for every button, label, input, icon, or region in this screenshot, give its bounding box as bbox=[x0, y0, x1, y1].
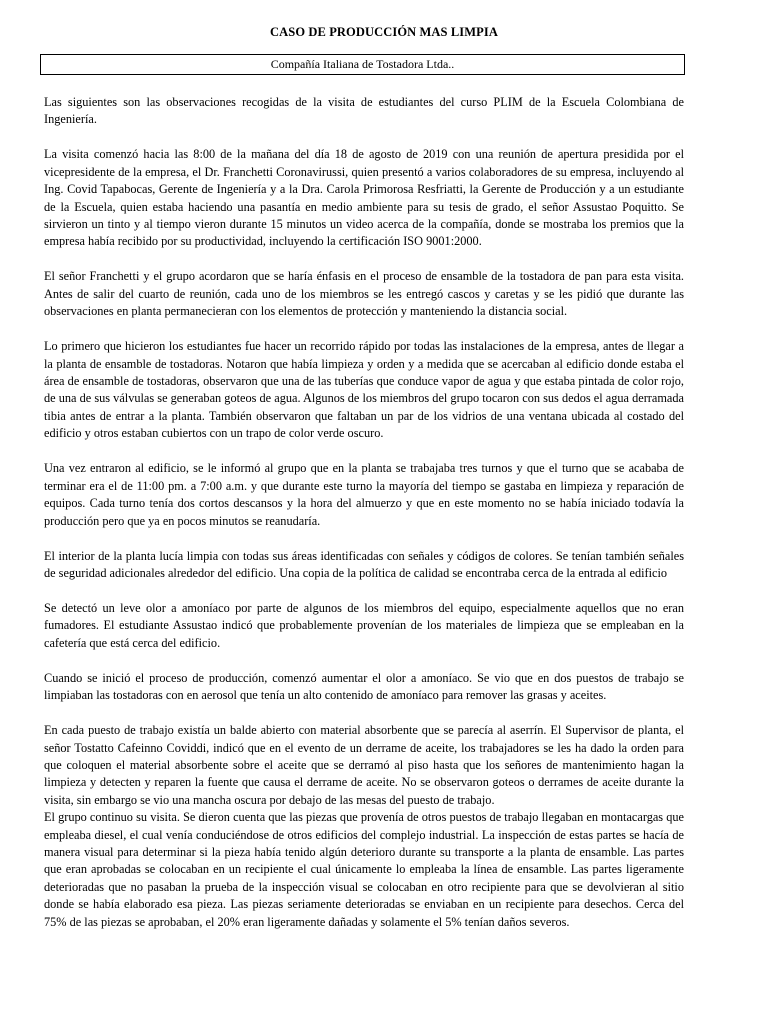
paragraph-tour: Lo primero que hicieron los estudiantes fue hacer un recorrido rápido por todas las instalaciones de la empresa, antes de llegar a la planta de ensamble de tostadoras. Notaron que había limpieza y orden y a medida que se acercaban al edificio donde estaba el área de ensamble de tostadoras, observaron que una de las tuberías que conduce vapor de agua y que estaba pintada de color rojo, de una de sus válvulas se generaban goteos de agua. Algunos de los miembros del grupo tocaron con sus dedos el agua derramada tibia antes de entrar a la planta. También observaron que faltaban un par de los vidrios de una ventana ubicada al costado del edificio y otros estaban cubiertos con un trapo de color verde oscuro. bbox=[44, 339, 684, 441]
paragraph-intro: Las siguientes son las observaciones recogidas de la visita de estudiantes del curso PLIM de la Escuela Colombiana de Ingeniería. bbox=[44, 95, 684, 127]
company-name-box: Compañía Italiana de Tostadora Ltda.. bbox=[40, 54, 685, 75]
paragraph-production-start: Cuando se inició el proceso de producción, comenzó aumentar el olor a amoníaco. Se vio que en dos puestos de trabajo se limpiaban las tostadoras con en aerosol que tenía un alto contenido de amoníaco para remover las grasas y aceites. bbox=[44, 670, 684, 703]
document-title: CASO DE PRODUCCIÓN MAS LIMPIA bbox=[270, 25, 498, 39]
paragraph-visit-start: La visita comenzó hacia las 8:00 de la mañana del día 18 de agosto de 2019 con una reunión de apertura presidida por el vicepresidente de la empresa, el Dr. Franchetti Coronavirussi, quien presentó a varios colaboradores de su empresa, incluyendo al Ing. Covid Tapabocas, Gerente de Ingeniería y a la Dra. Carola Primorosa Resfriatti, la Gerente de Producción y a un estudiante de la Escuela, quien estaba haciendo una pasantía en medio ambiente para su tesis de grado, el señor Assustao Poquitto. Se sirvieron un tinto y al tiempo vieron durante 15 minutos un video acerca de la compañía, donde se mostraba los premios que la empresa había recibido por su productividad, incluyendo la certificación ISO 9001:2000. bbox=[44, 147, 684, 249]
paragraph-absorbent: En cada puesto de trabajo existía un balde abierto con material absorbente que se parecía al aserrín. El Supervisor de planta, el señor Tostatto Cafeinno Coviddi, indicó que en el evento de un derrame de aceite, los trabajadores se les ha dado la orden para que coloquen el material absorbente sobre el aceite que se derramó al piso hasta que los señores de mantenimiento hagan la limpieza y detecten y reparen la fuente que causa el derrame de aceite. No se observaron goteos o derrames de aceite durante la visita, sin embargo se vio una mancha oscura por debajo de las mesas del puesto de trabajo. bbox=[44, 723, 684, 807]
paragraph-agreement: El señor Franchetti y el grupo acordaron que se haría énfasis en el proceso de ensamble de la tostadora de pan para esta visita. Antes de salir del cuarto de reunión, cada uno de los miembros se les entregó cascos y caretas y se les pidió que durante las observaciones en planta permanecieran con los elementos de protección y manteniendo la distancia social. bbox=[44, 269, 684, 319]
paragraph-ammonia-smell: Se detectó un leve olor a amoníaco por parte de algunos de los miembros del equipo, especialmente aquellos que no eran fumadores. El estudiante Assustao indicó que probablemente provenían de los materiales de limpieza que se empleaban en la cafetería que está cerca del edificio. bbox=[44, 600, 684, 650]
paragraph-inspection: El grupo continuo su visita. Se dieron cuenta que las piezas que provenía de otros puestos de trabajo llegaban en montacargas que empleaba diesel, el cual venía conduciéndose de otros edificios del complejo industrial. La inspección de estas partes se hacía de manera visual para determinar si la pieza había tenido algún deterioro durante su transporte a la planta de ensamble. Las partes que eran aprobadas se colocaban en un recipiente el cual únicamente lo empleaba la línea de ensamble. Las partes ligeramente deterioradas que no pasaban la prueba de la inspección visual se colocaban en otro recipiente para que se devolvieran al sitio donde se había elaborado esa pieza. Las piezas seriamente deterioradas se enviaban en un recipiente para desechos. Cerca del 75% de las piezas se aprobaban, el 20% eran ligeramente dañadas y solamente el 5% tenían daños severos. bbox=[44, 810, 684, 929]
paragraph-shifts: Una vez entraron al edificio, se le informó al grupo que en la planta se trabajaba tres turnos y que el turno que se acababa de terminar era el de 11:00 pm. a 7:00 a.m. y que durante este turno la mayoría del tiempo se gastaba en limpieza y reparación de equipos. Cada turno tenía dos cortos descansos y la hora del almuerzo y que en este momento no se había iniciado todavía la producción pero que ya en pocos minutos se reanudaría. bbox=[44, 461, 684, 528]
paragraph-plant-interior: El interior de la planta lucía limpia con todas sus áreas identificadas con señales y códigos de colores. Se tenían también señales de seguridad adicionales alrededor del edificio. Una copia de la política de calidad se encontraba cerca de la entrada al edificio bbox=[44, 548, 684, 580]
document-body bbox=[44, 94, 684, 931]
